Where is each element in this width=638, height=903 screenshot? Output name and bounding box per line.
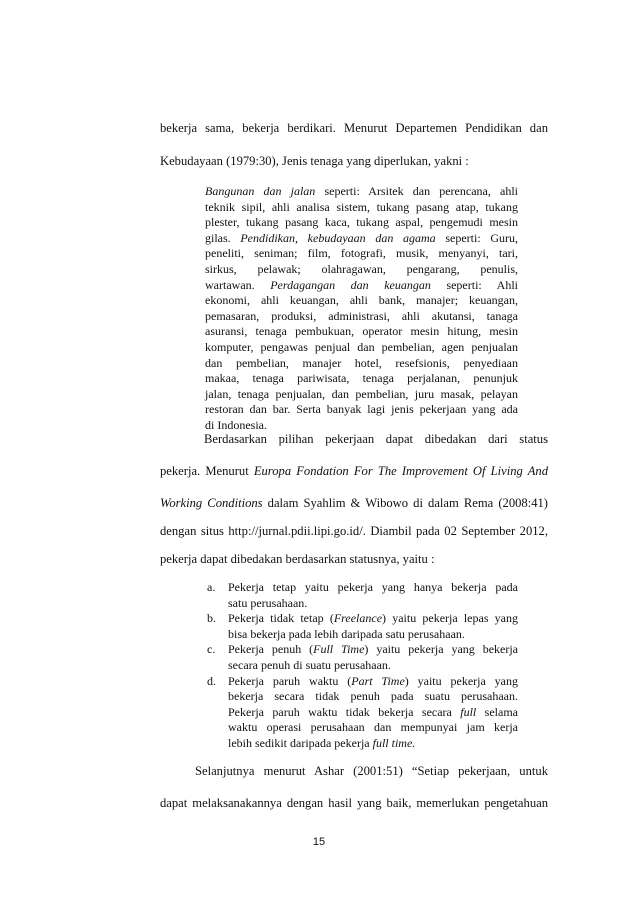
text-run-italic: full (460, 704, 477, 719)
list-line: bisa bekerja pada lebih daripada satu perusahaan. (228, 626, 465, 641)
list-item (207, 642, 518, 673)
quote-line (205, 215, 518, 231)
list-line: bekerja secara tidak penuh pada suatu perusahaan. (228, 689, 518, 704)
list-text (228, 580, 518, 611)
quote-line (205, 402, 518, 418)
quote-line (205, 184, 518, 200)
text-run-italic: Pendidikan, kebudayaan dan agama (240, 230, 436, 245)
quote-line (205, 340, 518, 356)
body-line (160, 464, 548, 479)
quote-line (205, 324, 518, 340)
body-line: dapat melaksanakannya dengan hasil yang baik, memerlukan pengetahuan (160, 796, 548, 810)
quote-line (205, 371, 518, 387)
list-line (228, 611, 518, 627)
text-run-italic: Part Time (351, 673, 405, 688)
text-run: lebih sedikit daripada pekerja (228, 735, 373, 750)
page-number: 15 (312, 836, 326, 848)
text-run: peneliti, seniman; film, fotografi, musik, menyanyi, tari, (205, 246, 518, 261)
text-run-italic: Working Conditions (160, 496, 263, 510)
body-line (160, 496, 548, 511)
text-run: gilas. (205, 230, 241, 245)
quote-line (205, 278, 518, 294)
text-run: teknik sipil, ahli analisa sistem, tukang pasang atap, tukang (205, 199, 518, 214)
text-run: Pekerja paruh waktu ( (228, 673, 352, 688)
quote-line (205, 356, 518, 372)
status-list (207, 580, 518, 752)
quote-line (205, 309, 518, 325)
text-run: pemasaran, produksi, administrasi, ahli akutansi, tanaga (205, 308, 518, 323)
text-run: Pekerja paruh waktu tidak bekerja secara (228, 704, 461, 719)
quote-line (205, 231, 518, 247)
body-line: pekerja dapat dibedakan berdasarkan statusnya, yaitu : (160, 552, 435, 566)
text-run: restoran dan bar. Serta banyak lagi jenis pekerjaan yang ada (205, 402, 518, 417)
body-line: dengan situs http://jurnal.pdii.lipi.go.id/. Diambil pada 02 September 2012, (160, 524, 548, 538)
list-item (207, 674, 518, 752)
list-text (228, 674, 518, 752)
list-line (228, 736, 518, 752)
list-text (228, 611, 518, 642)
text-run: jalan, tenaga penjualan, dan pembelian, juru masak, pelayan (205, 386, 518, 401)
text-run: wartawan. (205, 277, 271, 292)
text-run: ) yaitu pekerja yang (404, 673, 519, 688)
text-run: seperti: Arsitek dan perencana, ahli (315, 184, 519, 198)
text-run: komputer, pengawas penjual dan pembelian, agen penjualan (205, 339, 518, 354)
body-line: Kebudayaan (1979:30), Jenis tenaga yang diperlukan, yakni : (160, 154, 469, 168)
text-run-italic: Bangunan dan jalan (205, 184, 316, 198)
list-label: d. (207, 673, 216, 688)
list-line (228, 674, 518, 690)
text-run-italic: full time. (372, 735, 416, 750)
text-run: ekonomi, ahli keuangan, ahli bank, manajer; keuangan, (205, 293, 518, 308)
quote-line (205, 293, 518, 309)
text-run-italic: Europa Fondation For The Improvement Of Living And (253, 464, 549, 478)
text-run: makaa, tenaga pariwisata, tenaga perjalanan, penunjuk (205, 371, 518, 386)
quote-line (205, 262, 518, 278)
list-line: secara penuh di suatu perusahaan. (228, 657, 391, 672)
text-run: seperti: Ahli (430, 277, 518, 292)
body-line: bekerja sama, bekerja berdikari. Menurut Departemen Pendidikan dan (160, 121, 548, 135)
list-line (228, 705, 518, 721)
text-run: Pekerja penuh ( (228, 642, 314, 657)
list-item (207, 580, 518, 611)
list-text (228, 642, 518, 673)
list-line: satu perusahaan. (228, 595, 308, 610)
quote-line (205, 200, 518, 216)
text-run: selama (476, 704, 518, 719)
body-line: Berdasarkan pilihan pekerjaan dapat dibedakan dari status (204, 432, 548, 446)
text-run: dan pembelian, manajer hotel, resefsionis, penyediaan (205, 355, 518, 370)
text-run: plester, tukang pasang kaca, tukang aspal, pengemudi mesin (205, 215, 518, 230)
quote-line (205, 246, 518, 262)
text-run: Pekerja tidak tetap ( (228, 611, 334, 626)
text-run-italic: Perdagangan dan keuangan (270, 277, 431, 292)
text-run: pekerja. Menurut (160, 464, 254, 478)
text-run: seperti: Guru, (435, 230, 519, 245)
text-run: di Indonesia. (205, 417, 267, 432)
list-label: c. (207, 642, 216, 657)
quote-line (205, 387, 518, 403)
list-line (228, 642, 518, 658)
list-label: a. (207, 580, 216, 594)
text-run: ) yaitu pekerja lepas yang (382, 611, 519, 626)
list-item (207, 611, 518, 642)
text-run: dalam Syahlim & Wibowo di dalam Rema (2008:41) (262, 496, 548, 510)
text-run-italic: Freelance (333, 611, 383, 626)
text-run-italic: Full Time (313, 642, 365, 657)
text-run: asuransi, tenaga pembukuan, operator mesin hitung, mesin (205, 324, 518, 339)
block-quote (205, 184, 518, 434)
text-run: sirkus, pelawak; olahragawan, pengarang, penulis, (205, 261, 518, 276)
list-line: Pekerja tetap yaitu pekerja yang hanya bekerja pada (228, 580, 518, 594)
list-line: waktu operasi perusahaan dan mempunyai jam kerja (228, 720, 518, 735)
body-line: Selanjutnya menurut Ashar (2001:51) “Setiap pekerjaan, untuk (195, 764, 548, 778)
list-label: b. (207, 611, 216, 626)
text-run: ) yaitu pekerja yang bekerja (364, 642, 519, 657)
